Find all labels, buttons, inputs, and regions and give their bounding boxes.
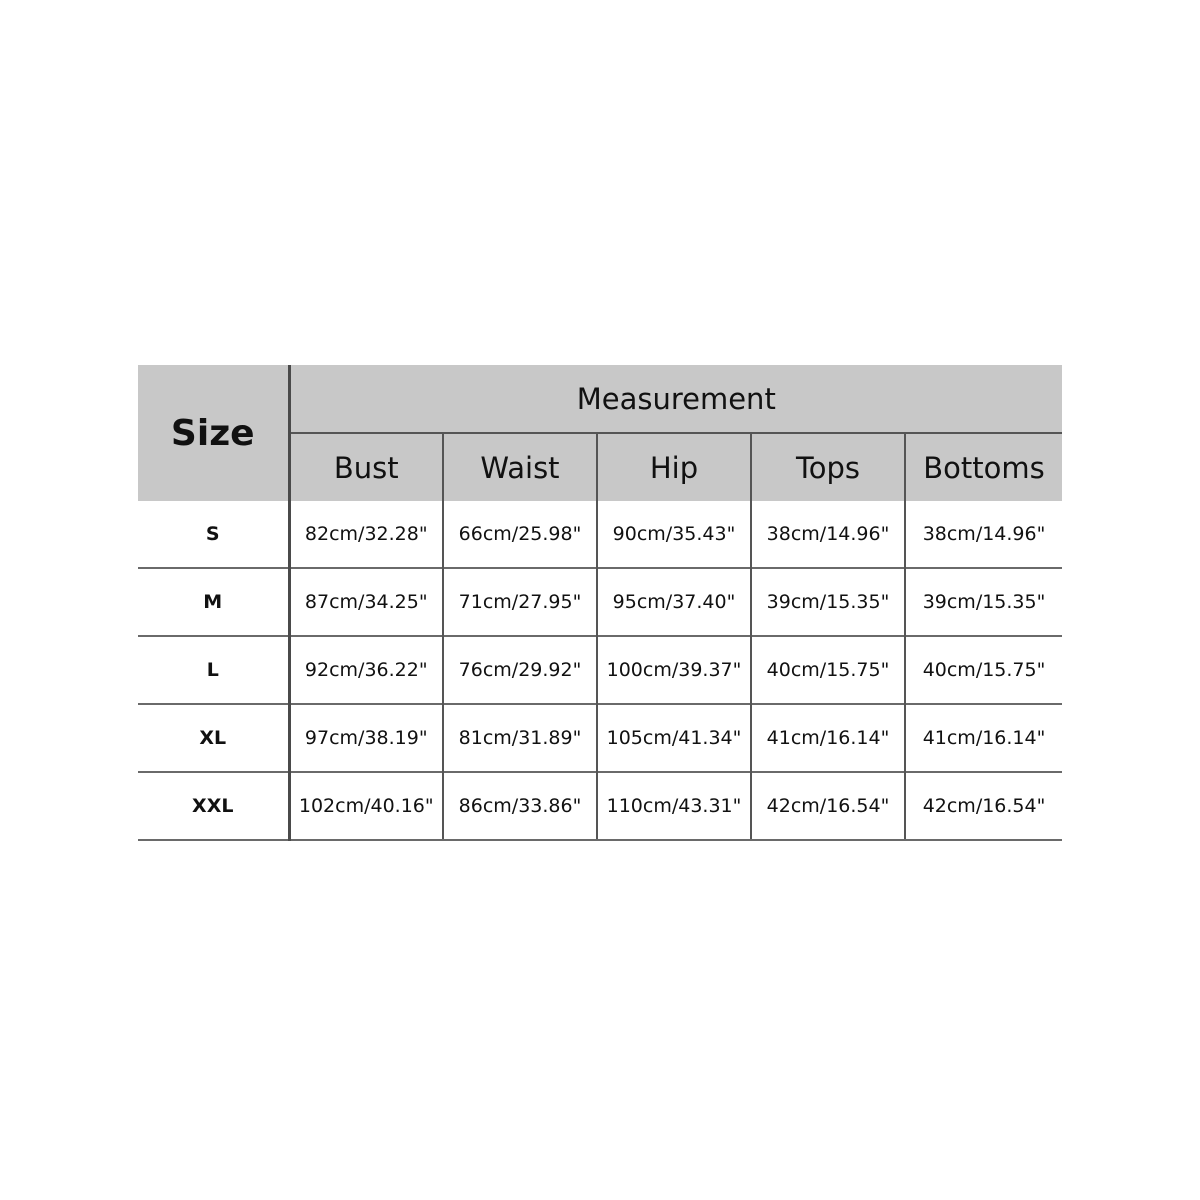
waist-value: 76cm/29.92": [443, 636, 597, 704]
bottoms-value: 40cm/15.75": [905, 636, 1062, 704]
tops-value: 41cm/16.14": [751, 704, 905, 772]
hip-value: 90cm/35.43": [597, 501, 751, 568]
hip-value: 105cm/41.34": [597, 704, 751, 772]
tops-value: 42cm/16.54": [751, 772, 905, 840]
tops-value: 38cm/14.96": [751, 501, 905, 568]
bottoms-value: 38cm/14.96": [905, 501, 1062, 568]
tops-value: 39cm/15.35": [751, 568, 905, 636]
column-header-hip: Hip: [597, 433, 751, 501]
bottoms-value: 42cm/16.54": [905, 772, 1062, 840]
size-label: M: [138, 568, 289, 636]
column-header-waist: Waist: [443, 433, 597, 501]
table-row: [138, 636, 1062, 704]
measurement-header: Measurement: [289, 365, 1062, 433]
waist-value: 66cm/25.98": [443, 501, 597, 568]
table-row: [138, 568, 1062, 636]
bust-value: 92cm/36.22": [289, 636, 443, 704]
bust-value: 97cm/38.19": [289, 704, 443, 772]
size-label: S: [138, 501, 289, 568]
column-header-bottoms: Bottoms: [905, 433, 1062, 501]
column-header-bust: Bust: [289, 433, 443, 501]
size-column-header: Size: [138, 365, 289, 501]
hip-value: 110cm/43.31": [597, 772, 751, 840]
size-chart-table: [138, 365, 1062, 841]
hip-value: 95cm/37.40": [597, 568, 751, 636]
table-row: [138, 704, 1062, 772]
waist-value: 86cm/33.86": [443, 772, 597, 840]
bottoms-value: 41cm/16.14": [905, 704, 1062, 772]
table-row: [138, 501, 1062, 568]
table-row: [138, 772, 1062, 840]
size-label: XL: [138, 704, 289, 772]
hip-value: 100cm/39.37": [597, 636, 751, 704]
column-header-tops: Tops: [751, 433, 905, 501]
size-label: XXL: [138, 772, 289, 840]
tops-value: 40cm/15.75": [751, 636, 905, 704]
bust-value: 102cm/40.16": [289, 772, 443, 840]
size-label: L: [138, 636, 289, 704]
waist-value: 71cm/27.95": [443, 568, 597, 636]
bottoms-value: 39cm/15.35": [905, 568, 1062, 636]
bust-value: 87cm/34.25": [289, 568, 443, 636]
waist-value: 81cm/31.89": [443, 704, 597, 772]
bust-value: 82cm/32.28": [304, 523, 428, 545]
